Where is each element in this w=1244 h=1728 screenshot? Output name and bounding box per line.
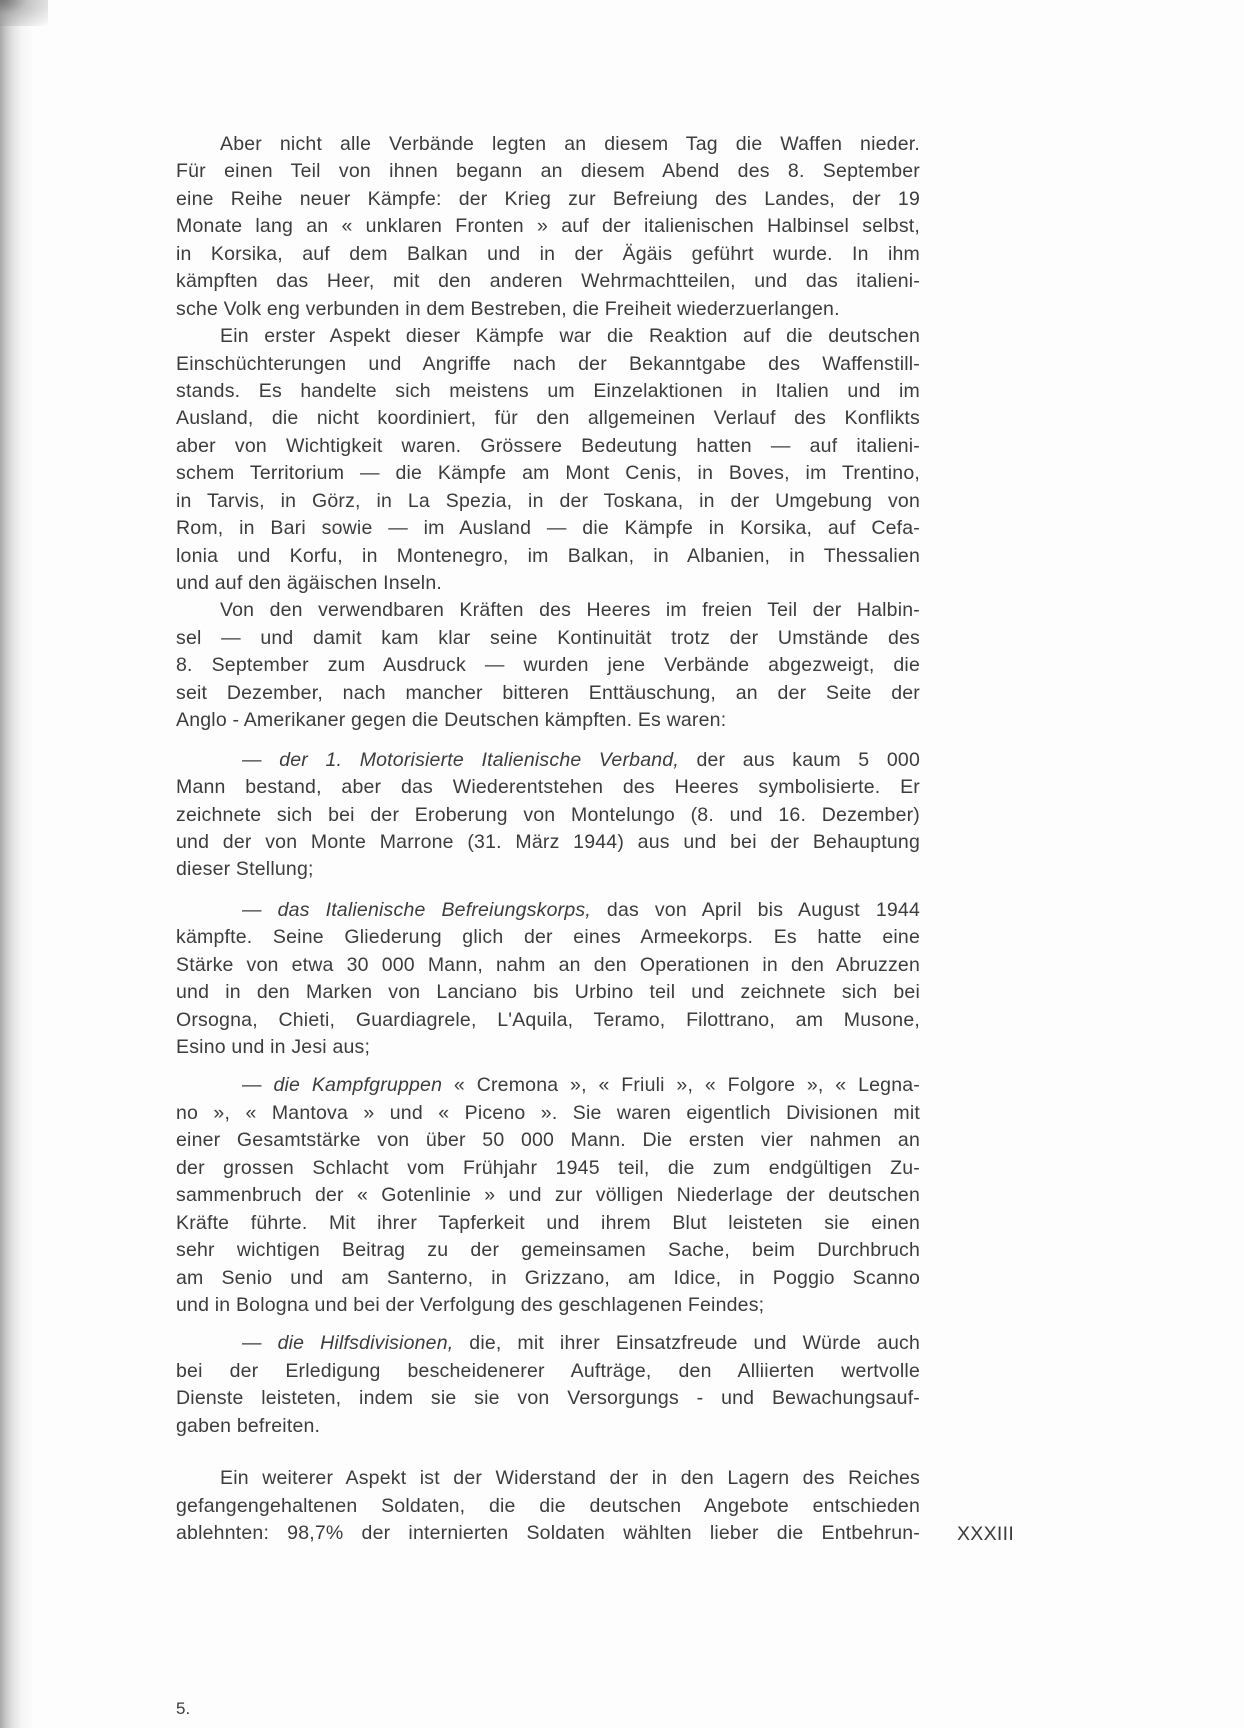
text-line	[176, 1520, 920, 1547]
text-run: Esino und in Jesi aus;	[176, 1036, 371, 1058]
text-run: sche Volk eng verbunden in dem Bestreben, die Freiheit wiederzuerlangen.	[176, 297, 840, 320]
italic-text: die Hilfsdivisionen,	[277, 1332, 454, 1355]
text-run: Anglo - Amerikaner gegen die Deutschen kämpften. Es waren:	[176, 709, 727, 732]
text-line	[176, 747, 920, 774]
text-line	[176, 625, 920, 652]
text-line	[176, 1007, 920, 1034]
text-run: Von den verwendbaren Kräften des Heeres im freien Teil der Halbin-	[220, 599, 920, 622]
text-line	[176, 323, 920, 350]
text-run: 8. September zum Ausdruck — wurden jene Verbände abgezweigt, die	[176, 654, 920, 677]
text-run: bei der Erledigung bescheidenerer Aufträge, den Alliierten wertvolle	[176, 1359, 920, 1382]
text-line	[176, 543, 920, 570]
text-run: der aus kaum 5 000	[678, 748, 920, 771]
text-line	[176, 1330, 920, 1357]
text-run: Ein erster Aspekt dieser Kämpfe war die Reaktion auf die deutschen	[220, 325, 920, 348]
text-line	[176, 296, 920, 323]
text-line	[176, 1493, 920, 1520]
scan-corner-shadow	[0, 0, 48, 26]
text-line	[176, 1034, 920, 1061]
text-run: Stärke von etwa 30 000 Mann, nahm an den Operationen in den Abruzzen	[176, 953, 920, 976]
text-line	[176, 268, 920, 295]
italic-text: das Italienische Befreiungskorps,	[277, 898, 591, 921]
text-run: Kräfte führte. Mit ihrer Tapferkeit und ihrem Blut leisteten sie einen	[176, 1211, 920, 1234]
text-line	[176, 1210, 920, 1237]
text-run: no », « Mantova » und « Piceno ». Sie waren eigentlich Divisionen mit	[176, 1101, 920, 1124]
paragraph	[176, 323, 920, 597]
text-line	[176, 131, 920, 158]
text-run: die, mit ihrer Einsatzfreude und Würde auch	[453, 1332, 920, 1355]
text-run: —	[242, 1074, 274, 1097]
text-run: kämpfte. Seine Gliederung glich der eines Armeekorps. Es hatte eine	[176, 926, 920, 949]
text-line	[176, 241, 920, 268]
text-run: Aber nicht alle Verbände legten an diesem Tag die Waffen nieder.	[220, 133, 920, 155]
text-run: Für einen Teil von ihnen begann an diesem Abend des 8. September	[176, 160, 920, 183]
text-run: schem Territorium — die Kämpfe am Mont Cenis, in Boves, im Trentino,	[176, 462, 920, 485]
text-run: in Korsika, auf dem Balkan und in der Ägäis geführt wurde. In ihm	[176, 242, 920, 265]
text-line	[176, 488, 920, 515]
text-run: Dienste leisteten, indem sie sie von Versorgungs - und Bewachungsauf-	[176, 1387, 920, 1410]
text-line	[176, 1100, 920, 1127]
text-run: kämpften das Heer, mit den anderen Wehrmachtteilen, und das italieni-	[176, 270, 920, 293]
text-run: zeichnete sich bei der Eroberung von Montelungo (8. und 16. Dezember)	[176, 803, 920, 826]
text-run: Einschüchterungen und Angriffe nach der Bekanntgabe des Waffenstill-	[176, 352, 920, 375]
body-text	[176, 131, 920, 1547]
text-line	[176, 597, 920, 624]
text-line	[176, 570, 920, 597]
text-run: sel — und damit kam klar seine Kontinuität trotz der Umstände des	[176, 626, 920, 649]
text-line	[176, 829, 920, 856]
text-run: dieser Stellung;	[176, 858, 314, 881]
text-line	[176, 405, 920, 432]
text-run: sehr wichtigen Beitrag zu der gemeinsamen Sache, beim Durchbruch	[176, 1239, 920, 1262]
text-line	[176, 1072, 920, 1099]
text-line	[176, 1155, 920, 1182]
text-line	[176, 897, 920, 924]
text-line	[176, 433, 920, 460]
text-run: Rom, in Bari sowie — im Ausland — die Kämpfe in Korsika, auf Cefa-	[176, 517, 920, 540]
page-number: XXXIII	[957, 1523, 1015, 1545]
text-line	[176, 213, 920, 240]
text-run: eine Reihe neuer Kämpfe: der Krieg zur Befreiung des Landes, der 19	[176, 187, 920, 210]
text-run: gefangengehaltenen Soldaten, die die deutschen Angebote entschieden	[176, 1494, 920, 1517]
text-line	[176, 515, 920, 542]
text-line	[176, 1127, 920, 1154]
text-run: aber von Wichtigkeit waren. Grössere Bedeutung hatten — auf italieni-	[176, 434, 920, 457]
signature-mark: 5.	[176, 1699, 191, 1718]
text-run: lonia und Korfu, in Montenegro, im Balkan, in Albanien, in Thessalien	[176, 544, 920, 567]
text-line	[176, 1358, 920, 1385]
text-run: am Senio und am Santerno, in Grizzano, am Idice, in Poggio Scanno	[176, 1266, 920, 1289]
text-run: —	[242, 748, 280, 771]
text-line	[176, 924, 920, 951]
text-run: « Cremona », « Friuli », « Folgore », « Legna-	[442, 1074, 921, 1097]
text-line	[176, 186, 920, 213]
text-line	[176, 856, 920, 883]
text-line	[176, 802, 920, 829]
text-run: stands. Es handelte sich meistens um Einzelaktionen in Italien und im	[176, 379, 920, 402]
text-line	[176, 351, 920, 378]
text-line	[176, 1182, 920, 1209]
text-line	[176, 1237, 920, 1264]
text-run: —	[242, 898, 278, 921]
list-item-paragraph	[176, 1330, 920, 1440]
text-line	[176, 680, 920, 707]
text-run: der grossen Schlacht vom Frühjahr 1945 teil, die zum endgültigen Zu-	[176, 1156, 920, 1179]
text-run: und in den Marken von Lanciano bis Urbino teil und zeichnete sich bei	[176, 981, 920, 1004]
text-line	[176, 1265, 920, 1292]
italic-text: der 1. Motorisierte Italienische Verband,	[279, 748, 679, 771]
text-run: Orsogna, Chieti, Guardiagrele, L'Aquila, Teramo, Filottrano, am Musone,	[176, 1008, 920, 1031]
text-line	[176, 1413, 920, 1440]
text-line	[176, 707, 920, 734]
text-run: ablehnten: 98,7% der internierten Soldaten wählten lieber die Entbehrun-	[176, 1522, 920, 1544]
text-run: und auf den ägäischen Inseln.	[176, 572, 443, 594]
text-run: sammenbruch der « Gotenlinie » und zur völligen Niederlage der deutschen	[176, 1184, 920, 1207]
text-run: und der von Monte Marrone (31. März 1944) aus und bei der Behauptung	[176, 830, 920, 853]
paragraph	[176, 131, 920, 323]
text-line	[176, 774, 920, 801]
text-run: Ein weiterer Aspekt ist der Widerstand der in den Lagern des Reiches	[220, 1467, 920, 1490]
list-item-paragraph	[176, 897, 920, 1062]
text-run: das von April bis August 1944	[590, 898, 921, 921]
text-run: und in Bologna und bei der Verfolgung des geschlagenen Feindes;	[176, 1293, 765, 1316]
list-item-paragraph	[176, 747, 920, 884]
text-line	[176, 1465, 920, 1492]
text-line	[176, 460, 920, 487]
text-line	[176, 979, 920, 1006]
text-run: gaben befreiten.	[176, 1414, 321, 1437]
text-line	[176, 1292, 920, 1319]
text-run: Monate lang an « unklaren Fronten » auf der italienischen Halbinsel selbst,	[176, 215, 920, 238]
italic-text: die Kampfgruppen	[273, 1074, 443, 1097]
text-line	[176, 1385, 920, 1412]
text-line	[176, 652, 920, 679]
text-line	[176, 378, 920, 405]
paragraph	[176, 1465, 920, 1547]
text-run: seit Dezember, nach mancher bitteren Enttäuschung, an der Seite der	[176, 681, 920, 704]
text-run: —	[242, 1332, 278, 1355]
text-run: in Tarvis, in Görz, in La Spezia, in der Toskana, in der Umgebung von	[176, 489, 920, 512]
paragraph	[176, 597, 920, 734]
list-item-paragraph	[176, 1072, 920, 1319]
text-line	[176, 158, 920, 185]
scan-edge-shadow	[0, 0, 34, 1728]
text-run: Mann bestand, aber das Wiederentstehen des Heeres symbolisierte. Er	[176, 776, 920, 799]
text-line	[176, 952, 920, 979]
text-run: Ausland, die nicht koordiniert, für den allgemeinen Verlauf des Konflikts	[176, 407, 920, 430]
text-run: einer Gesamtstärke von über 50 000 Mann. Die ersten vier nahmen an	[176, 1129, 920, 1152]
